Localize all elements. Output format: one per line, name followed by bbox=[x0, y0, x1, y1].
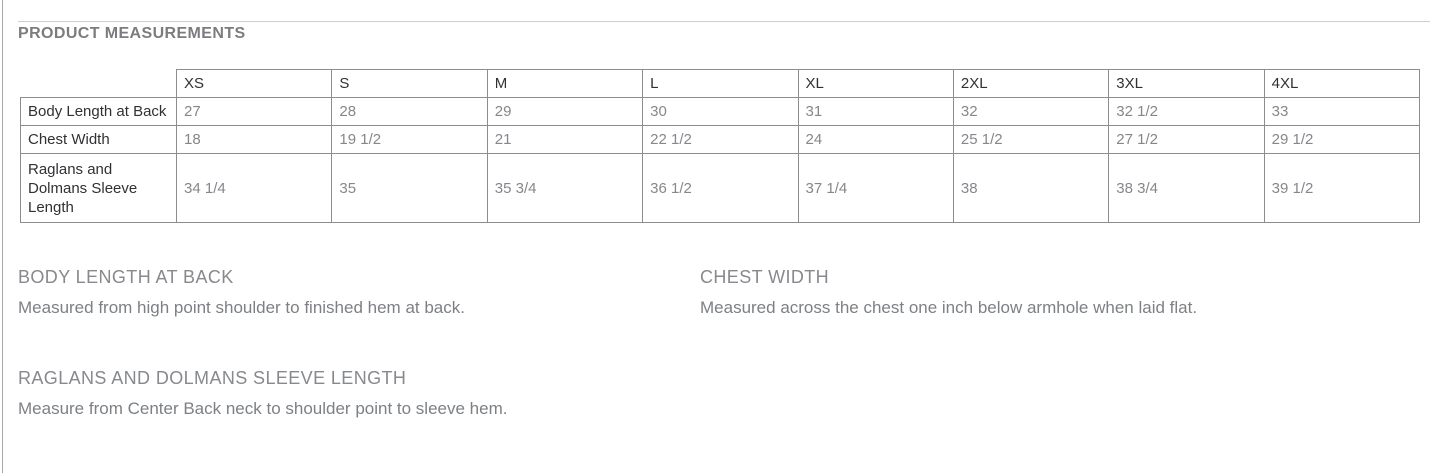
definition-raglans-sleeve bbox=[18, 367, 507, 419]
table-row-raglans-sleeve bbox=[21, 154, 1420, 223]
definition-text: Measure from Center Back neck to shoulder point to sleeve hem. bbox=[18, 399, 508, 418]
measurement-cell: 29 1/2 bbox=[1264, 126, 1419, 154]
measurement-cell: 27 1/2 bbox=[1109, 126, 1264, 154]
size-column-header-xl: XL bbox=[798, 70, 953, 98]
measurement-cell: 30 bbox=[643, 98, 798, 126]
measurement-cell: 32 1/2 bbox=[1109, 98, 1264, 126]
measurement-cell: 21 bbox=[487, 126, 642, 154]
definition-text: Measured across the chest one inch below armhole when laid flat. bbox=[700, 298, 1198, 317]
definition-heading: BODY LENGTH AT BACK bbox=[18, 267, 234, 287]
definition-heading: RAGLANS AND DOLMANS SLEEVE LENGTH bbox=[18, 368, 407, 388]
measurement-cell: 35 bbox=[332, 154, 487, 223]
definition-body-length bbox=[18, 266, 465, 318]
measurement-cell: 33 bbox=[1264, 98, 1419, 126]
size-column-header-s: S bbox=[332, 70, 487, 98]
measurement-cell: 35 3/4 bbox=[487, 154, 642, 223]
definition-heading: CHEST WIDTH bbox=[700, 267, 830, 287]
definition-chest-width bbox=[700, 266, 1197, 318]
table-row-chest-width bbox=[21, 126, 1420, 154]
row-label-chest-width: Chest Width bbox=[21, 126, 177, 154]
measurement-cell: 25 1/2 bbox=[953, 126, 1108, 154]
row-label-body-length: Body Length at Back bbox=[21, 98, 177, 126]
measurements-table bbox=[20, 69, 1420, 223]
measurement-cell: 39 1/2 bbox=[1264, 154, 1419, 223]
measurement-cell: 29 bbox=[487, 98, 642, 126]
size-column-header-3xl: 3XL bbox=[1109, 70, 1264, 98]
measurement-cell: 32 bbox=[953, 98, 1108, 126]
measurement-cell: 38 bbox=[953, 154, 1108, 223]
size-column-header-m: M bbox=[487, 70, 642, 98]
table-row-body-length bbox=[21, 98, 1420, 126]
row-label-raglans-sleeve: Raglans and Dolmans Sleeve Length bbox=[21, 154, 177, 223]
size-column-header-l: L bbox=[643, 70, 798, 98]
size-column-header-2xl: 2XL bbox=[953, 70, 1108, 98]
measurement-cell: 37 1/4 bbox=[798, 154, 953, 223]
measurement-cell: 36 1/2 bbox=[643, 154, 798, 223]
panel-left-edge bbox=[2, 0, 3, 473]
size-column-header-xs: XS bbox=[177, 70, 332, 98]
page-title: PRODUCT MEASUREMENTS bbox=[18, 25, 246, 42]
measurement-cell: 28 bbox=[332, 98, 487, 126]
measurement-cell: 34 1/4 bbox=[177, 154, 332, 223]
measurement-cell: 31 bbox=[798, 98, 953, 126]
size-column-header-4xl: 4XL bbox=[1264, 70, 1419, 98]
measurement-cell: 19 1/2 bbox=[332, 126, 487, 154]
measurement-cell: 27 bbox=[177, 98, 332, 126]
top-divider bbox=[18, 21, 1430, 22]
size-header-row bbox=[21, 70, 1420, 98]
measurement-cell: 38 3/4 bbox=[1109, 154, 1264, 223]
measurement-cell: 24 bbox=[798, 126, 953, 154]
measurement-cell: 18 bbox=[177, 126, 332, 154]
definition-text: Measured from high point shoulder to finished hem at back. bbox=[18, 298, 465, 317]
measurement-cell: 22 1/2 bbox=[643, 126, 798, 154]
table-corner-cell bbox=[21, 70, 177, 98]
